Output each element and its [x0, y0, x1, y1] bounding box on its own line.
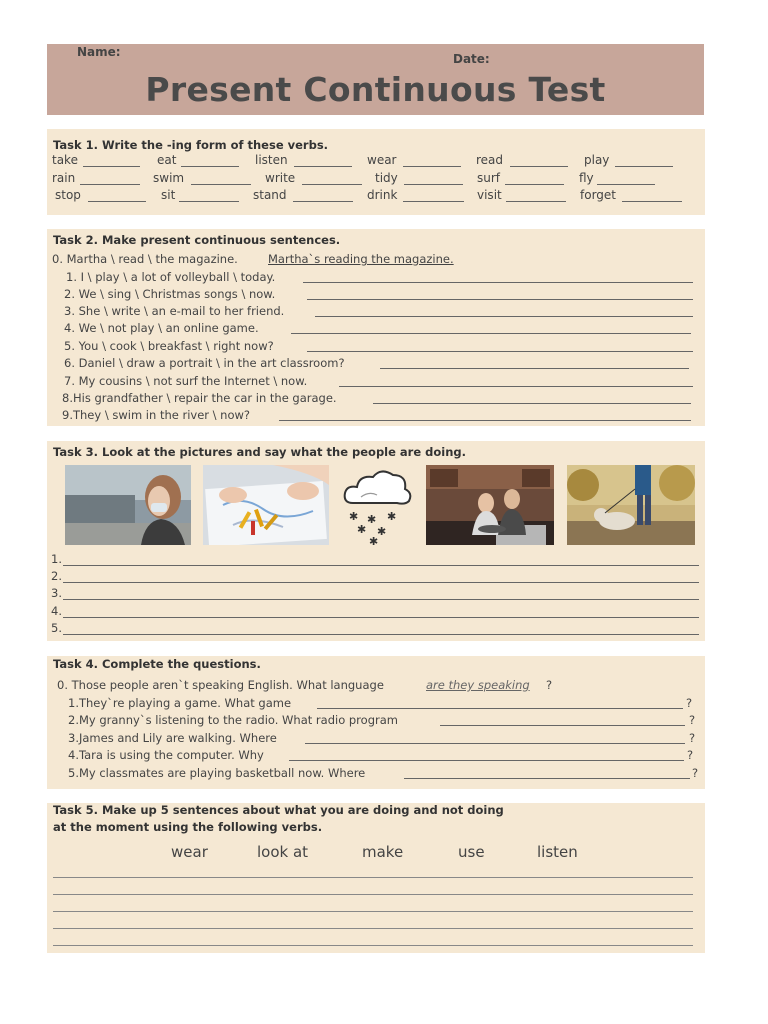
verb-label: tidy: [375, 171, 398, 185]
task1-section: [47, 129, 705, 215]
word-bank-item: look at: [257, 843, 309, 861]
task5-section: [47, 803, 705, 953]
answer-blank[interactable]: [303, 282, 693, 283]
svg-text:✱: ✱: [377, 525, 387, 538]
answer-blank[interactable]: [615, 166, 673, 167]
sentence-prompt: 5. You \ cook \ breakfast \ right now?: [64, 339, 274, 353]
example-prompt: 0. Martha \ read \ the magazine.: [52, 252, 238, 266]
title-banner: [47, 44, 704, 115]
svg-text:✱: ✱: [357, 523, 367, 536]
answer-number: 3.: [51, 586, 62, 600]
answer-blank[interactable]: [88, 201, 146, 202]
verb-label: play: [584, 153, 610, 167]
verb-label: write: [265, 171, 296, 185]
verb-label: swim: [153, 171, 185, 185]
verb-label: wear: [367, 153, 397, 167]
answer-blank[interactable]: [179, 201, 239, 202]
answer-blank[interactable]: [373, 403, 691, 404]
date-label: Date:: [453, 52, 490, 66]
answer-blank[interactable]: [339, 386, 693, 387]
question-mark: ?: [686, 696, 693, 710]
answer-blank[interactable]: [622, 201, 682, 202]
answer-blank[interactable]: [317, 708, 683, 709]
sentence-prompt: 9.They \ swim in the river \ now?: [62, 408, 251, 422]
snow-cloud-icon: [339, 465, 415, 545]
answer-blank[interactable]: [403, 201, 464, 202]
verb-label: take: [52, 153, 78, 167]
question-prompt: 4.Tara is using the computer. Why: [68, 748, 264, 762]
page-title: Present Continuous Test: [145, 70, 606, 109]
answer-blank[interactable]: [305, 743, 685, 744]
answer-number: 5.: [51, 621, 62, 635]
svg-text:✱: ✱: [387, 510, 397, 523]
verb-label: rain: [52, 171, 76, 185]
question-mark: ?: [692, 766, 699, 780]
answer-blank[interactable]: [63, 565, 699, 566]
verb-label: stand: [253, 188, 287, 202]
answer-blank[interactable]: [63, 617, 699, 618]
verb-label: fly: [579, 171, 594, 185]
word-bank-item: use: [458, 843, 485, 861]
answer-blank[interactable]: [505, 184, 564, 185]
answer-blank[interactable]: [315, 316, 693, 317]
example-prompt: 0. Those people aren`t speaking English. What language: [57, 678, 384, 692]
answer-number: 2.: [51, 569, 62, 583]
writing-line[interactable]: [53, 894, 693, 895]
answer-blank[interactable]: [279, 420, 691, 421]
verb-label: surf: [477, 171, 501, 185]
answer-blank[interactable]: [597, 184, 655, 185]
answer-number: 1.: [51, 552, 62, 566]
answer-blank[interactable]: [80, 184, 140, 185]
question-prompt: 2.My granny`s listening to the radio. What radio program: [68, 713, 398, 727]
answer-blank[interactable]: [302, 184, 362, 185]
writing-line[interactable]: [53, 911, 693, 912]
answer-blank[interactable]: [181, 166, 239, 167]
question-mark: ?: [689, 731, 696, 745]
verb-label: read: [476, 153, 504, 167]
verb-label: forget: [580, 188, 616, 202]
answer-number: 4.: [51, 604, 62, 618]
task2-section: [47, 229, 705, 426]
example-answer: Martha`s reading the magazine.: [268, 252, 454, 266]
sentence-prompt: 1. I \ play \ a lot of volleyball \ today.: [66, 270, 276, 284]
answer-blank[interactable]: [307, 351, 693, 352]
child-drawing-photo: [203, 465, 329, 545]
verb-label: visit: [477, 188, 502, 202]
sentence-prompt: 6. Daniel \ draw a portrait \ in the art classroom?: [64, 356, 345, 370]
answer-blank[interactable]: [440, 725, 685, 726]
question-prompt: 1.They`re playing a game. What game: [68, 696, 292, 710]
task5-title-line2: at the moment using the following verbs.: [53, 820, 323, 834]
question-prompt: 5.My classmates are playing basketball now. Where: [68, 766, 366, 780]
sentence-prompt: 2. We \ sing \ Christmas songs \ now.: [64, 287, 276, 301]
writing-line[interactable]: [53, 877, 693, 878]
task3-section: [47, 441, 705, 641]
writing-line[interactable]: [53, 928, 693, 929]
verb-label: eat: [157, 153, 177, 167]
writing-line[interactable]: [53, 945, 693, 946]
verb-label: stop: [55, 188, 81, 202]
example-answer: are they speaking: [426, 678, 530, 692]
sentence-prompt: 8.His grandfather \ repair the car in the garage.: [62, 391, 337, 405]
question-prompt: 3.James and Lily are walking. Where: [68, 731, 277, 745]
task5-title-line1: Task 5. Make up 5 sentences about what you are doing and not doing: [53, 803, 504, 817]
verb-label: drink: [367, 188, 398, 202]
answer-blank[interactable]: [404, 184, 463, 185]
question-mark: ?: [546, 678, 553, 692]
answer-blank[interactable]: [63, 599, 699, 600]
answer-blank[interactable]: [289, 760, 684, 761]
verb-label: listen: [255, 153, 288, 167]
answer-blank[interactable]: [380, 368, 689, 369]
word-bank-item: wear: [171, 843, 208, 861]
svg-text:✱: ✱: [367, 513, 377, 526]
answer-blank[interactable]: [83, 166, 140, 167]
svg-text:✱: ✱: [369, 535, 379, 545]
task3-title: Task 3. Look at the pictures and say what the people are doing.: [53, 445, 467, 459]
question-mark: ?: [689, 713, 696, 727]
woman-in-mask-photo: [65, 465, 191, 545]
task1-title: Task 1. Write the -ing form of these verbs.: [53, 138, 329, 152]
answer-blank[interactable]: [403, 166, 461, 167]
sentence-prompt: 3. She \ write \ an e-mail to her friend.: [64, 304, 285, 318]
word-bank-item: listen: [537, 843, 578, 861]
answer-blank[interactable]: [404, 778, 690, 779]
people-cooking-photo: [426, 465, 554, 545]
task4-title: Task 4. Complete the questions.: [53, 657, 261, 671]
man-walking-dog-photo: [567, 465, 695, 545]
question-mark: ?: [687, 748, 694, 762]
sentence-prompt: 4. We \ not play \ an online game.: [64, 321, 259, 335]
answer-blank[interactable]: [506, 201, 566, 202]
answer-blank[interactable]: [63, 634, 699, 635]
verb-label: sit: [161, 188, 176, 202]
answer-blank[interactable]: [191, 184, 251, 185]
answer-blank[interactable]: [293, 201, 353, 202]
task2-title: Task 2. Make present continuous sentences.: [53, 233, 341, 247]
answer-blank[interactable]: [294, 166, 352, 167]
answer-blank[interactable]: [63, 582, 699, 583]
answer-blank[interactable]: [291, 333, 691, 334]
name-label: Name:: [77, 45, 121, 59]
task4-section: [47, 656, 705, 789]
answer-blank[interactable]: [510, 166, 568, 167]
svg-text:✱: ✱: [349, 510, 359, 523]
sentence-prompt: 7. My cousins \ not surf the Internet \ now.: [64, 374, 308, 388]
answer-blank[interactable]: [307, 299, 693, 300]
word-bank-item: make: [362, 843, 404, 861]
